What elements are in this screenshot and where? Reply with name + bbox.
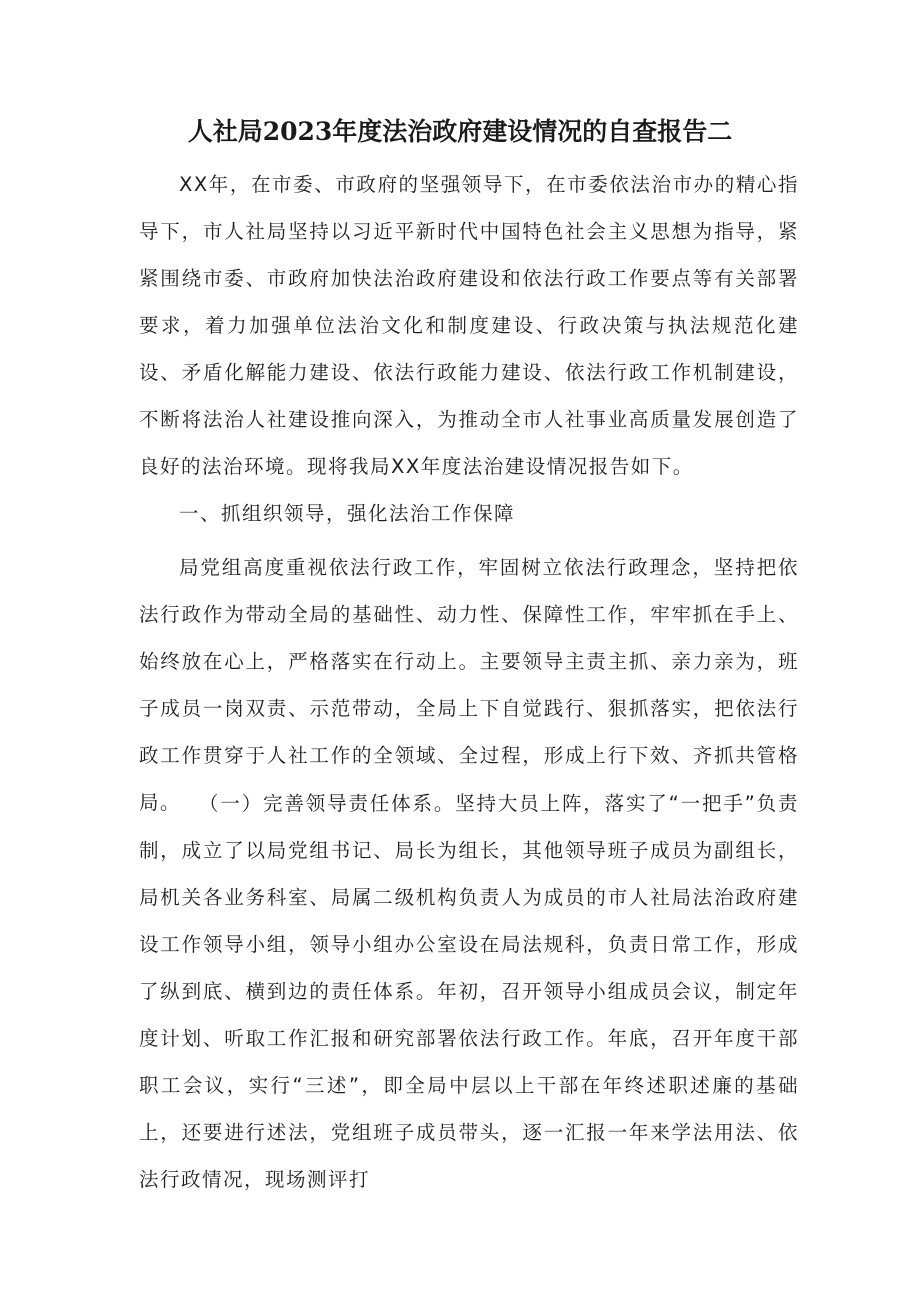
intro-paragraph: XX年，在市委、市政府的坚强领导下，在市委依法治市办的精心指导下，市人社局坚持以习近平新时代中国特色社会主义思想为指导，紧紧围绕市委、市政府加快法治政府建设和依法行政工作要点等有关部署要求，着力加强单位法治文化和制度建设、行政决策与执法规范化建设、矛盾化解能力建设、依法行政能力建设、依法行政工作机制建设，不断将法治人社建设推向深入，为推动全市人社事业高质量发展创造了良好的法治环境。现将我局XX年度法治建设情况报告如下。 <box>139 173 799 478</box>
section-paragraph: 局党组高度重视依法行政工作，牢固树立依法行政理念，坚持把依法行政作为带动全局的基础性、动力性、保障性工作，牢牢抓在手上、始终放在心上，严格落实在行动上。主要领导主责主抓、亲力亲为，班子成员一岗双责、示范带动，全局上下自觉践行、狠抓落实，把依法行政工作贯穿于人社工作的全领域、全过程，形成上行下效、齐抓共管格局。 <box>139 556 799 814</box>
subsection-paragraph: （一）完善领导责任体系。坚持大员上阵，落实了“一把手”负责制，成立了以局党组书记、局长为组长，其他领导班子成员为副组长，局机关各业务科室、局属二级机构负责人为成员的市人社局法治政府建设工作领导小组，领导小组办公室设在局法规科，负责日常工作，形成了纵到底、横到边的责任体系。年初，召开领导小组成员会议，制定年度计划、听取工作汇报和研究部署依法行政工作。年底，召开年度干部职工会议，实行“三述”，即全局中层以上干部在年终述职述廉的基础上，还要进行述法，党组班子成员带头，逐一汇报一年来学法用法、依法行政情况，现场测评打 <box>139 792 799 1191</box>
document-title: 人社局2023年度法治政府建设情况的自查报告二 <box>187 117 733 146</box>
section-heading: 一、抓组织领导，强化法治工作保障 <box>179 502 516 525</box>
